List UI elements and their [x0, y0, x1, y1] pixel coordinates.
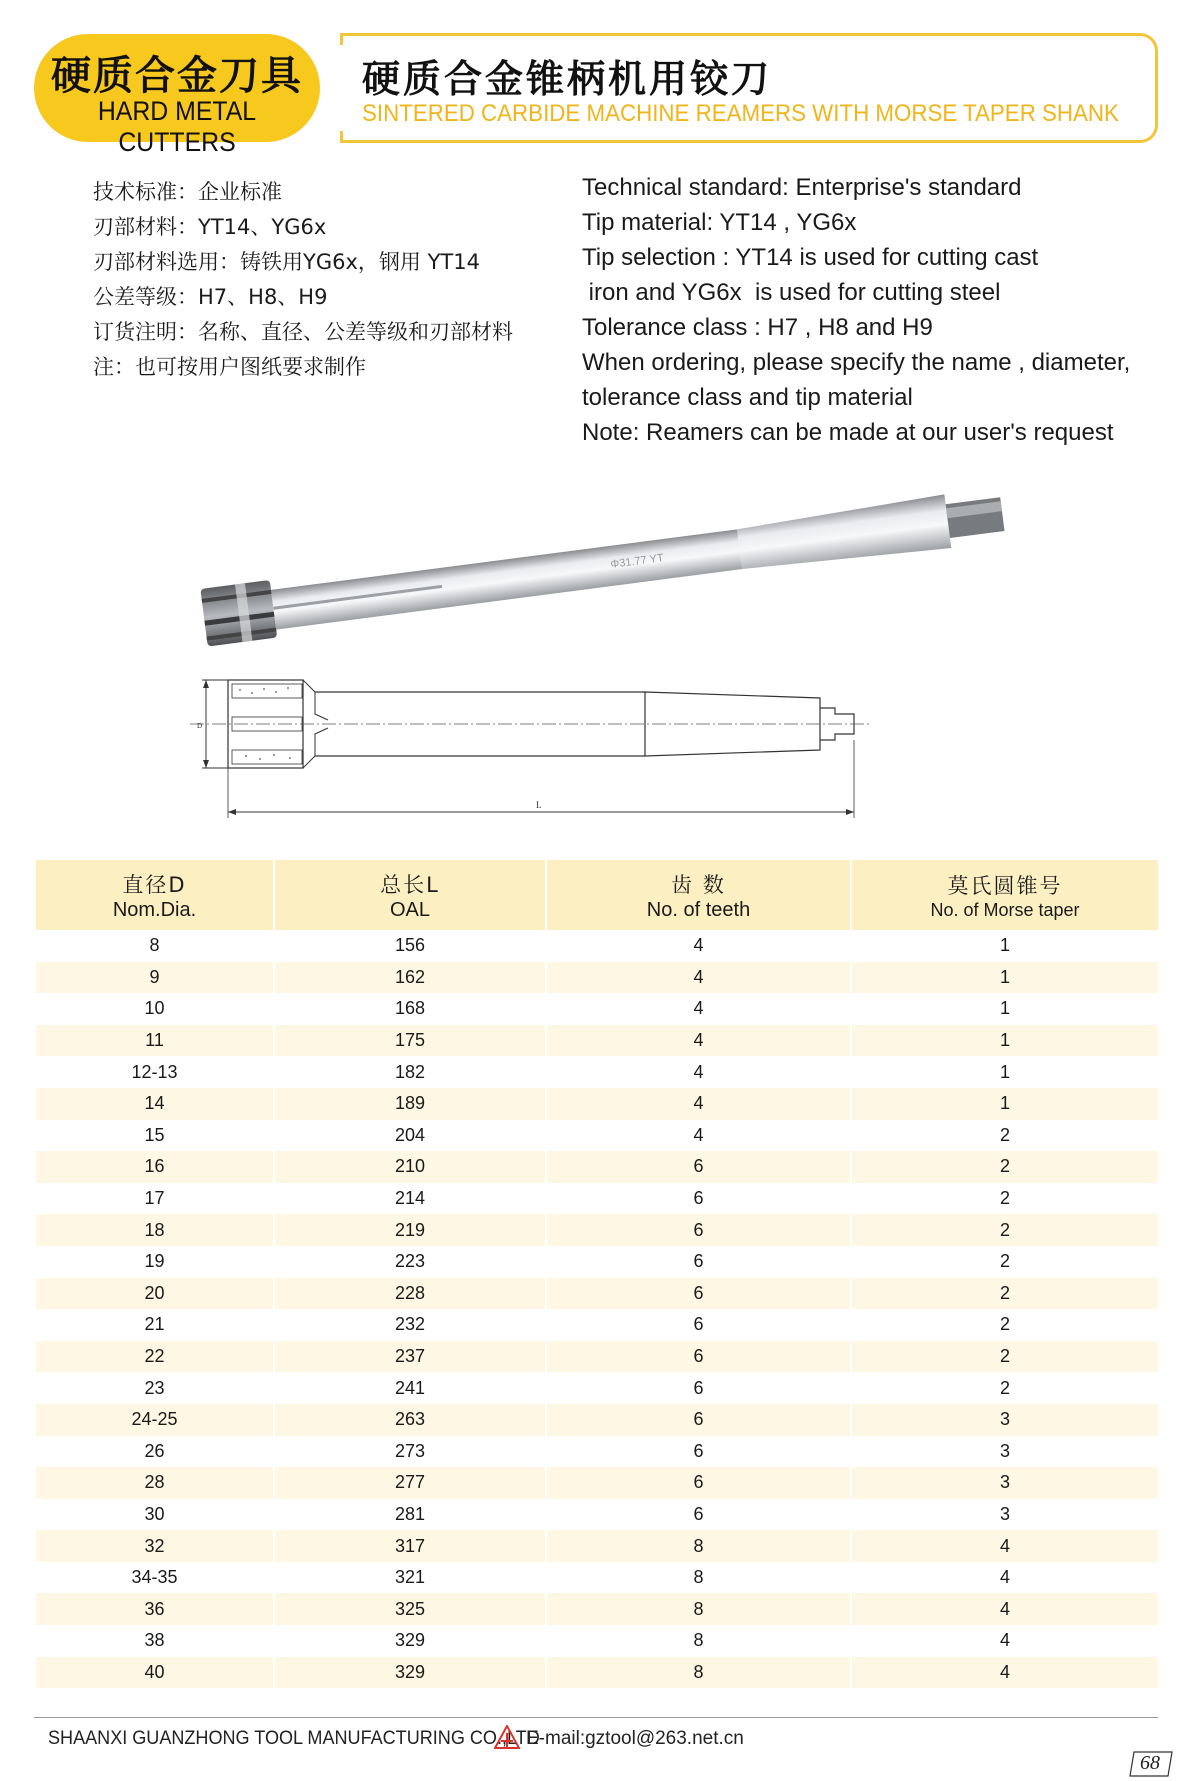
- cell-teeth: 8: [546, 1625, 851, 1657]
- header-cn: 齿 数: [671, 872, 726, 897]
- cell-teeth: 4: [546, 962, 851, 994]
- cell-morse-taper: 1: [851, 930, 1158, 962]
- header-en: OAL: [389, 898, 431, 921]
- cell-teeth: 8: [546, 1530, 851, 1562]
- table-row: [36, 1088, 1158, 1120]
- table-row: [36, 1530, 1158, 1562]
- cell-nom-dia: 12-13: [36, 1056, 274, 1088]
- cell-oal: 219: [274, 1214, 546, 1246]
- table-row: [36, 1657, 1158, 1689]
- spec-line-en: tolerance class and tip material: [582, 384, 913, 411]
- spec-line-cn: 刃部材料选用：铸铁用YG6x，钢用 YT14: [93, 250, 480, 274]
- table-row: [36, 1278, 1158, 1310]
- cell-oal: 273: [274, 1436, 546, 1468]
- cell-morse-taper: 4: [851, 1657, 1158, 1689]
- cell-teeth: 6: [546, 1214, 851, 1246]
- reamer-spec-table: [36, 860, 1158, 1688]
- cell-morse-taper: 3: [851, 1499, 1158, 1531]
- table-row: [36, 1625, 1158, 1657]
- cell-oal: 317: [274, 1530, 546, 1562]
- table-row: [36, 1593, 1158, 1625]
- spec-line-en: Tip selection : YT14 is used for cutting cast: [582, 244, 1039, 271]
- footer-divider: [34, 1717, 1158, 1718]
- table-row: [36, 993, 1158, 1025]
- cell-oal: 329: [274, 1625, 546, 1657]
- cell-teeth: 4: [546, 1056, 851, 1088]
- cell-oal: 175: [274, 1025, 546, 1057]
- cell-teeth: 6: [546, 1151, 851, 1183]
- cell-morse-taper: 3: [851, 1467, 1158, 1499]
- cell-morse-taper: 1: [851, 962, 1158, 994]
- table-row: [36, 1025, 1158, 1057]
- header-en: No. of Morse taper: [930, 899, 1080, 920]
- cell-nom-dia: 16: [36, 1151, 274, 1183]
- cell-morse-taper: 4: [851, 1562, 1158, 1594]
- category-title-cn: 硬质合金刀具: [51, 53, 303, 99]
- page-title-en: SINTERED CARBIDE MACHINE REAMERS WITH MORSE TAPER SHANK: [362, 100, 1119, 127]
- length-label: L: [536, 800, 542, 810]
- spec-line-en: Tip material: YT14 , YG6x: [582, 209, 857, 236]
- spec-line-cn: 注：也可按用户图纸要求制作: [93, 355, 366, 379]
- table-row: [36, 1151, 1158, 1183]
- cell-morse-taper: 3: [851, 1436, 1158, 1468]
- header-oal: [274, 860, 546, 930]
- reamer-drawing: [180, 668, 1010, 828]
- cell-teeth: 4: [546, 1088, 851, 1120]
- cell-teeth: 4: [546, 1120, 851, 1152]
- spec-line-en: When ordering, please specify the name , diameter,: [582, 349, 1131, 376]
- cell-teeth: 6: [546, 1372, 851, 1404]
- cell-teeth: 8: [546, 1593, 851, 1625]
- cell-nom-dia: 10: [36, 993, 274, 1025]
- table-row: [36, 1056, 1158, 1088]
- table-header-row: [36, 860, 1158, 930]
- cell-oal: 241: [274, 1372, 546, 1404]
- cell-oal: 210: [274, 1151, 546, 1183]
- cell-nom-dia: 9: [36, 962, 274, 994]
- cell-nom-dia: 38: [36, 1625, 274, 1657]
- diameter-label: D: [197, 722, 203, 730]
- cell-morse-taper: 2: [851, 1183, 1158, 1215]
- cell-nom-dia: 36: [36, 1593, 274, 1625]
- cell-morse-taper: 1: [851, 1025, 1158, 1057]
- cell-nom-dia: 22: [36, 1341, 274, 1373]
- spec-line-en: Tolerance class : H7 , H8 and H9: [582, 314, 933, 341]
- specs-english: [582, 170, 1130, 450]
- cell-morse-taper: 2: [851, 1120, 1158, 1152]
- cell-nom-dia: 18: [36, 1214, 274, 1246]
- spec-line-cn: 刃部材料：YT14、YG6x: [93, 215, 327, 239]
- cell-teeth: 6: [546, 1278, 851, 1310]
- cell-teeth: 6: [546, 1246, 851, 1278]
- table-row: [36, 1183, 1158, 1215]
- cell-oal: 321: [274, 1562, 546, 1594]
- spec-line-en: Note: Reamers can be made at our user's request: [582, 419, 1114, 446]
- header-morse-taper: [851, 860, 1158, 930]
- header-cn: 莫氏圆锥号: [947, 873, 1063, 898]
- cell-teeth: 4: [546, 1025, 851, 1057]
- cell-nom-dia: 34-35: [36, 1562, 274, 1594]
- category-badge: [34, 34, 320, 157]
- reamer-photo: [180, 460, 1040, 660]
- table-body: [36, 930, 1158, 1688]
- cell-nom-dia: 21: [36, 1309, 274, 1341]
- cell-nom-dia: 28: [36, 1467, 274, 1499]
- cell-oal: 204: [274, 1120, 546, 1152]
- cell-oal: 228: [274, 1278, 546, 1310]
- cell-morse-taper: 2: [851, 1151, 1158, 1183]
- cell-oal: 168: [274, 993, 546, 1025]
- cell-morse-taper: 4: [851, 1593, 1158, 1625]
- cell-morse-taper: 1: [851, 1056, 1158, 1088]
- cell-morse-taper: 4: [851, 1625, 1158, 1657]
- cell-nom-dia: 20: [36, 1278, 274, 1310]
- cell-nom-dia: 15: [36, 1120, 274, 1152]
- table-row: [36, 1214, 1158, 1246]
- table-row: [36, 1467, 1158, 1499]
- table-row: [36, 1404, 1158, 1436]
- spec-line-en: Technical standard: Enterprise's standard: [582, 174, 1022, 201]
- cell-oal: 281: [274, 1499, 546, 1531]
- table-row: [36, 1120, 1158, 1152]
- cell-oal: 232: [274, 1309, 546, 1341]
- table-row: [36, 1499, 1158, 1531]
- footer-company: SHAANXI GUANZHONG TOOL MANUFACTURING CO.,LTD: [48, 1728, 540, 1749]
- header-teeth: [546, 860, 851, 930]
- footer-email: E-mail:gztool@263.net.cn: [526, 1728, 744, 1749]
- header-en: No. of teeth: [646, 898, 751, 921]
- table-row: [36, 1341, 1158, 1373]
- cell-nom-dia: 30: [36, 1499, 274, 1531]
- cell-teeth: 6: [546, 1341, 851, 1373]
- cell-oal: 162: [274, 962, 546, 994]
- cell-morse-taper: 1: [851, 1088, 1158, 1120]
- cell-teeth: 8: [546, 1562, 851, 1594]
- cell-oal: 329: [274, 1657, 546, 1689]
- cell-nom-dia: 32: [36, 1530, 274, 1562]
- header-cn: 直径D: [122, 872, 187, 897]
- table-row: [36, 962, 1158, 994]
- cell-teeth: 6: [546, 1436, 851, 1468]
- cell-teeth: 4: [546, 930, 851, 962]
- table-row: [36, 1309, 1158, 1341]
- category-title-en: HARD METAL CUTTERS: [97, 96, 257, 157]
- cell-oal: 182: [274, 1056, 546, 1088]
- table-row: [36, 1372, 1158, 1404]
- cell-teeth: 6: [546, 1309, 851, 1341]
- cell-morse-taper: 2: [851, 1214, 1158, 1246]
- cell-teeth: 6: [546, 1183, 851, 1215]
- cell-oal: 189: [274, 1088, 546, 1120]
- cell-oal: 214: [274, 1183, 546, 1215]
- cell-morse-taper: 2: [851, 1341, 1158, 1373]
- table-row: [36, 1562, 1158, 1594]
- cell-nom-dia: 23: [36, 1372, 274, 1404]
- page-title-cn: 硬质合金锥柄机用铰刀: [362, 57, 773, 101]
- cell-oal: 223: [274, 1246, 546, 1278]
- cell-morse-taper: 2: [851, 1278, 1158, 1310]
- cell-morse-taper: 2: [851, 1372, 1158, 1404]
- page-number: 68: [1140, 1752, 1160, 1774]
- cell-morse-taper: 2: [851, 1246, 1158, 1278]
- cell-oal: 237: [274, 1341, 546, 1373]
- cell-nom-dia: 14: [36, 1088, 274, 1120]
- cell-nom-dia: 11: [36, 1025, 274, 1057]
- cell-teeth: 6: [546, 1404, 851, 1436]
- cell-oal: 156: [274, 930, 546, 962]
- cell-morse-taper: 1: [851, 993, 1158, 1025]
- spec-line-en: iron and YG6x is used for cutting steel: [582, 279, 1001, 306]
- cell-oal: 277: [274, 1467, 546, 1499]
- cell-nom-dia: 24-25: [36, 1404, 274, 1436]
- cell-teeth: 6: [546, 1499, 851, 1531]
- table-row: [36, 1246, 1158, 1278]
- cell-nom-dia: 17: [36, 1183, 274, 1215]
- cell-teeth: 4: [546, 993, 851, 1025]
- table-row: [36, 1436, 1158, 1468]
- company-logo-icon: [494, 1725, 520, 1749]
- cell-morse-taper: 4: [851, 1530, 1158, 1562]
- cell-oal: 263: [274, 1404, 546, 1436]
- cell-teeth: 6: [546, 1467, 851, 1499]
- table-row: [36, 930, 1158, 962]
- reamer-engraving: Φ31.77 YT: [609, 552, 665, 571]
- specs-chinese: [93, 175, 513, 385]
- cell-morse-taper: 2: [851, 1309, 1158, 1341]
- cell-oal: 325: [274, 1593, 546, 1625]
- header-nom-dia: [36, 860, 274, 930]
- header-en: Nom.Dia.: [112, 898, 197, 921]
- cell-nom-dia: 26: [36, 1436, 274, 1468]
- cell-teeth: 8: [546, 1657, 851, 1689]
- cell-nom-dia: 19: [36, 1246, 274, 1278]
- spec-line-cn: 技术标准：企业标准: [93, 180, 282, 204]
- cell-nom-dia: 40: [36, 1657, 274, 1689]
- cell-morse-taper: 3: [851, 1404, 1158, 1436]
- header-cn: 总长L: [380, 872, 440, 897]
- spec-line-cn: 公差等级：H7、H8、H9: [93, 285, 328, 309]
- spec-line-cn: 订货注明：名称、直径、公差等级和刃部材料: [93, 320, 513, 344]
- cell-nom-dia: 8: [36, 930, 274, 962]
